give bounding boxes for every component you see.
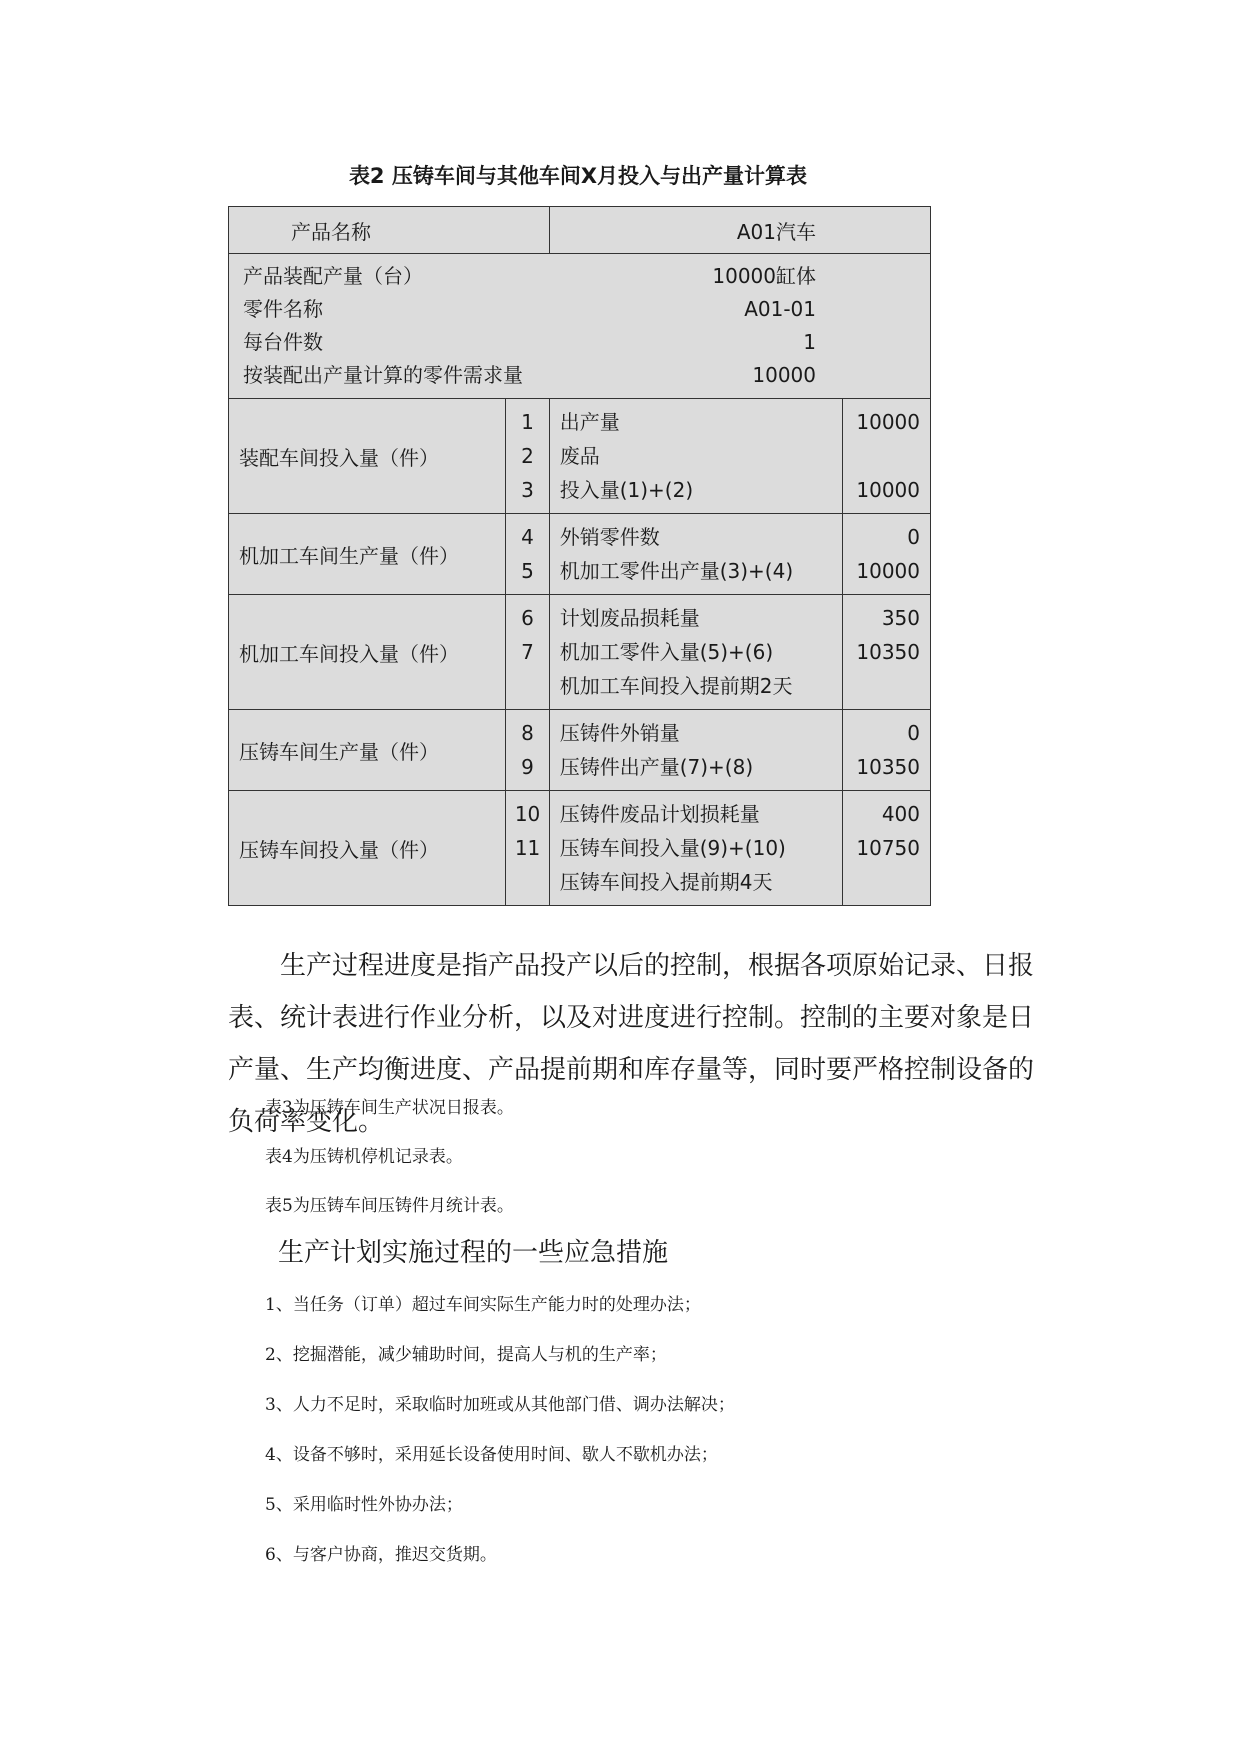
group-label: 压铸车间投入量（件） (229, 791, 506, 906)
row-values (843, 399, 931, 514)
row-value: 10000 (856, 478, 920, 502)
info-value: A01-01 (744, 297, 816, 321)
row-number: 11 (514, 836, 541, 860)
info-value: 10000 (752, 363, 816, 387)
row-values (843, 595, 931, 710)
row-item: 压铸件废品计划损耗量 (559, 802, 760, 826)
row-value: 10000 (856, 410, 920, 434)
row-value: 10350 (856, 640, 920, 664)
row-item: 压铸件出产量(7)+(8) (559, 755, 754, 779)
group-label: 机加工车间投入量（件） (229, 595, 506, 710)
info-label: 零件名称 (243, 297, 323, 321)
row-number: 10 (514, 802, 541, 826)
table-row (229, 514, 931, 595)
row-values (843, 710, 931, 791)
row-numbers (506, 399, 549, 514)
measure-item: 3、人力不足时，采取临时加班或从其他部门借、调办法解决； (265, 1395, 735, 1415)
row-item: 废品 (559, 444, 600, 468)
info-label: 产品装配产量（台） (243, 264, 423, 288)
row-number: 6 (521, 606, 534, 630)
row-numbers (506, 791, 549, 906)
product-name-label: 产品名称 (229, 207, 550, 254)
section-heading: 生产计划实施过程的一些应急措施 (278, 1238, 669, 1268)
table-ref: 表4为压铸机停机记录表。 (265, 1147, 463, 1167)
group-label: 压铸车间生产量（件） (229, 710, 506, 791)
row-item: 机加工零件出产量(3)+(4) (559, 559, 794, 583)
row-value: 10750 (856, 836, 920, 860)
table-ref: 表5为压铸车间压铸件月统计表。 (265, 1196, 514, 1216)
table-ref: 表3为压铸车间生产状况日报表。 (265, 1098, 514, 1118)
row-values (843, 791, 931, 906)
row-item: 压铸车间投入量(9)+(10) (559, 836, 786, 860)
row-value: 10350 (856, 755, 920, 779)
measure-item: 4、设备不够时，采用延长设备使用时间、歇人不歇机办法； (265, 1445, 718, 1465)
row-items (549, 710, 843, 791)
table-header-row (229, 207, 931, 254)
row-numbers (506, 595, 549, 710)
row-value (851, 865, 920, 899)
row-number: 1 (521, 410, 534, 434)
row-value: 0 (907, 721, 920, 745)
row-value: 400 (881, 802, 920, 826)
row-number: 7 (521, 640, 534, 664)
row-value: 10000 (856, 559, 920, 583)
row-items (549, 595, 843, 710)
row-value: 350 (881, 606, 920, 630)
row-number: 9 (521, 755, 534, 779)
table-row (229, 791, 931, 906)
info-label: 每台件数 (243, 330, 323, 354)
row-number: 4 (521, 525, 534, 549)
row-numbers (506, 514, 549, 595)
row-number (510, 669, 544, 703)
row-item: 压铸车间投入提前期4天 (559, 870, 773, 894)
body-paragraph: 生产过程进度是指产品投产以后的控制，根据各项原始记录、日报表、统计表进行作业分析，以及对进度进行控制。控制的主要对象是日产量、生产均衡进度、产品提前期和库存量等，同时要严格控制设备的负荷率变化。 (228, 951, 1035, 1137)
row-values (843, 514, 931, 595)
product-name-value: A01汽车 (549, 207, 930, 254)
table-row (229, 595, 931, 710)
table-title: 表2 压铸车间与其他车间X月投入与出产量计算表 (348, 164, 808, 188)
row-numbers (506, 710, 549, 791)
info-row (243, 260, 920, 293)
row-item: 压铸件外销量 (559, 721, 680, 745)
row-items (549, 399, 843, 514)
row-number: 5 (521, 559, 534, 583)
row-item: 出产量 (559, 410, 620, 434)
info-row (243, 293, 920, 326)
group-label: 机加工车间生产量（件） (229, 514, 506, 595)
row-item: 机加工车间投入提前期2天 (559, 674, 793, 698)
table-row (229, 399, 931, 514)
row-number: 2 (521, 444, 534, 468)
measure-item: 6、与客户协商，推迟交货期。 (265, 1545, 497, 1565)
row-value: 0 (907, 525, 920, 549)
info-label: 按装配出产量计算的零件需求量 (243, 363, 523, 387)
row-item: 投入量(1)+(2) (559, 478, 694, 502)
measure-item: 2、挖掘潜能，减少辅助时间，提高人与机的生产率； (265, 1345, 667, 1365)
info-value: 10000缸体 (712, 264, 816, 288)
row-item: 外销零件数 (559, 525, 660, 549)
row-items (549, 514, 843, 595)
info-row (243, 359, 920, 392)
row-value (851, 439, 920, 473)
row-number (510, 865, 544, 899)
row-items (549, 791, 843, 906)
production-table (228, 206, 931, 906)
info-block (229, 254, 931, 399)
info-row (243, 326, 920, 359)
group-label: 装配车间投入量（件） (229, 399, 506, 514)
row-item: 机加工零件入量(5)+(6) (559, 640, 774, 664)
row-number: 3 (521, 478, 534, 502)
row-item: 计划废品损耗量 (559, 606, 700, 630)
row-number: 8 (521, 721, 534, 745)
measure-item: 5、采用临时性外协办法； (265, 1495, 463, 1515)
row-value (851, 669, 920, 703)
info-value: 1 (803, 330, 816, 354)
table-row (229, 710, 931, 791)
measure-item: 1、当任务（订单）超过车间实际生产能力时的处理办法； (265, 1295, 701, 1315)
